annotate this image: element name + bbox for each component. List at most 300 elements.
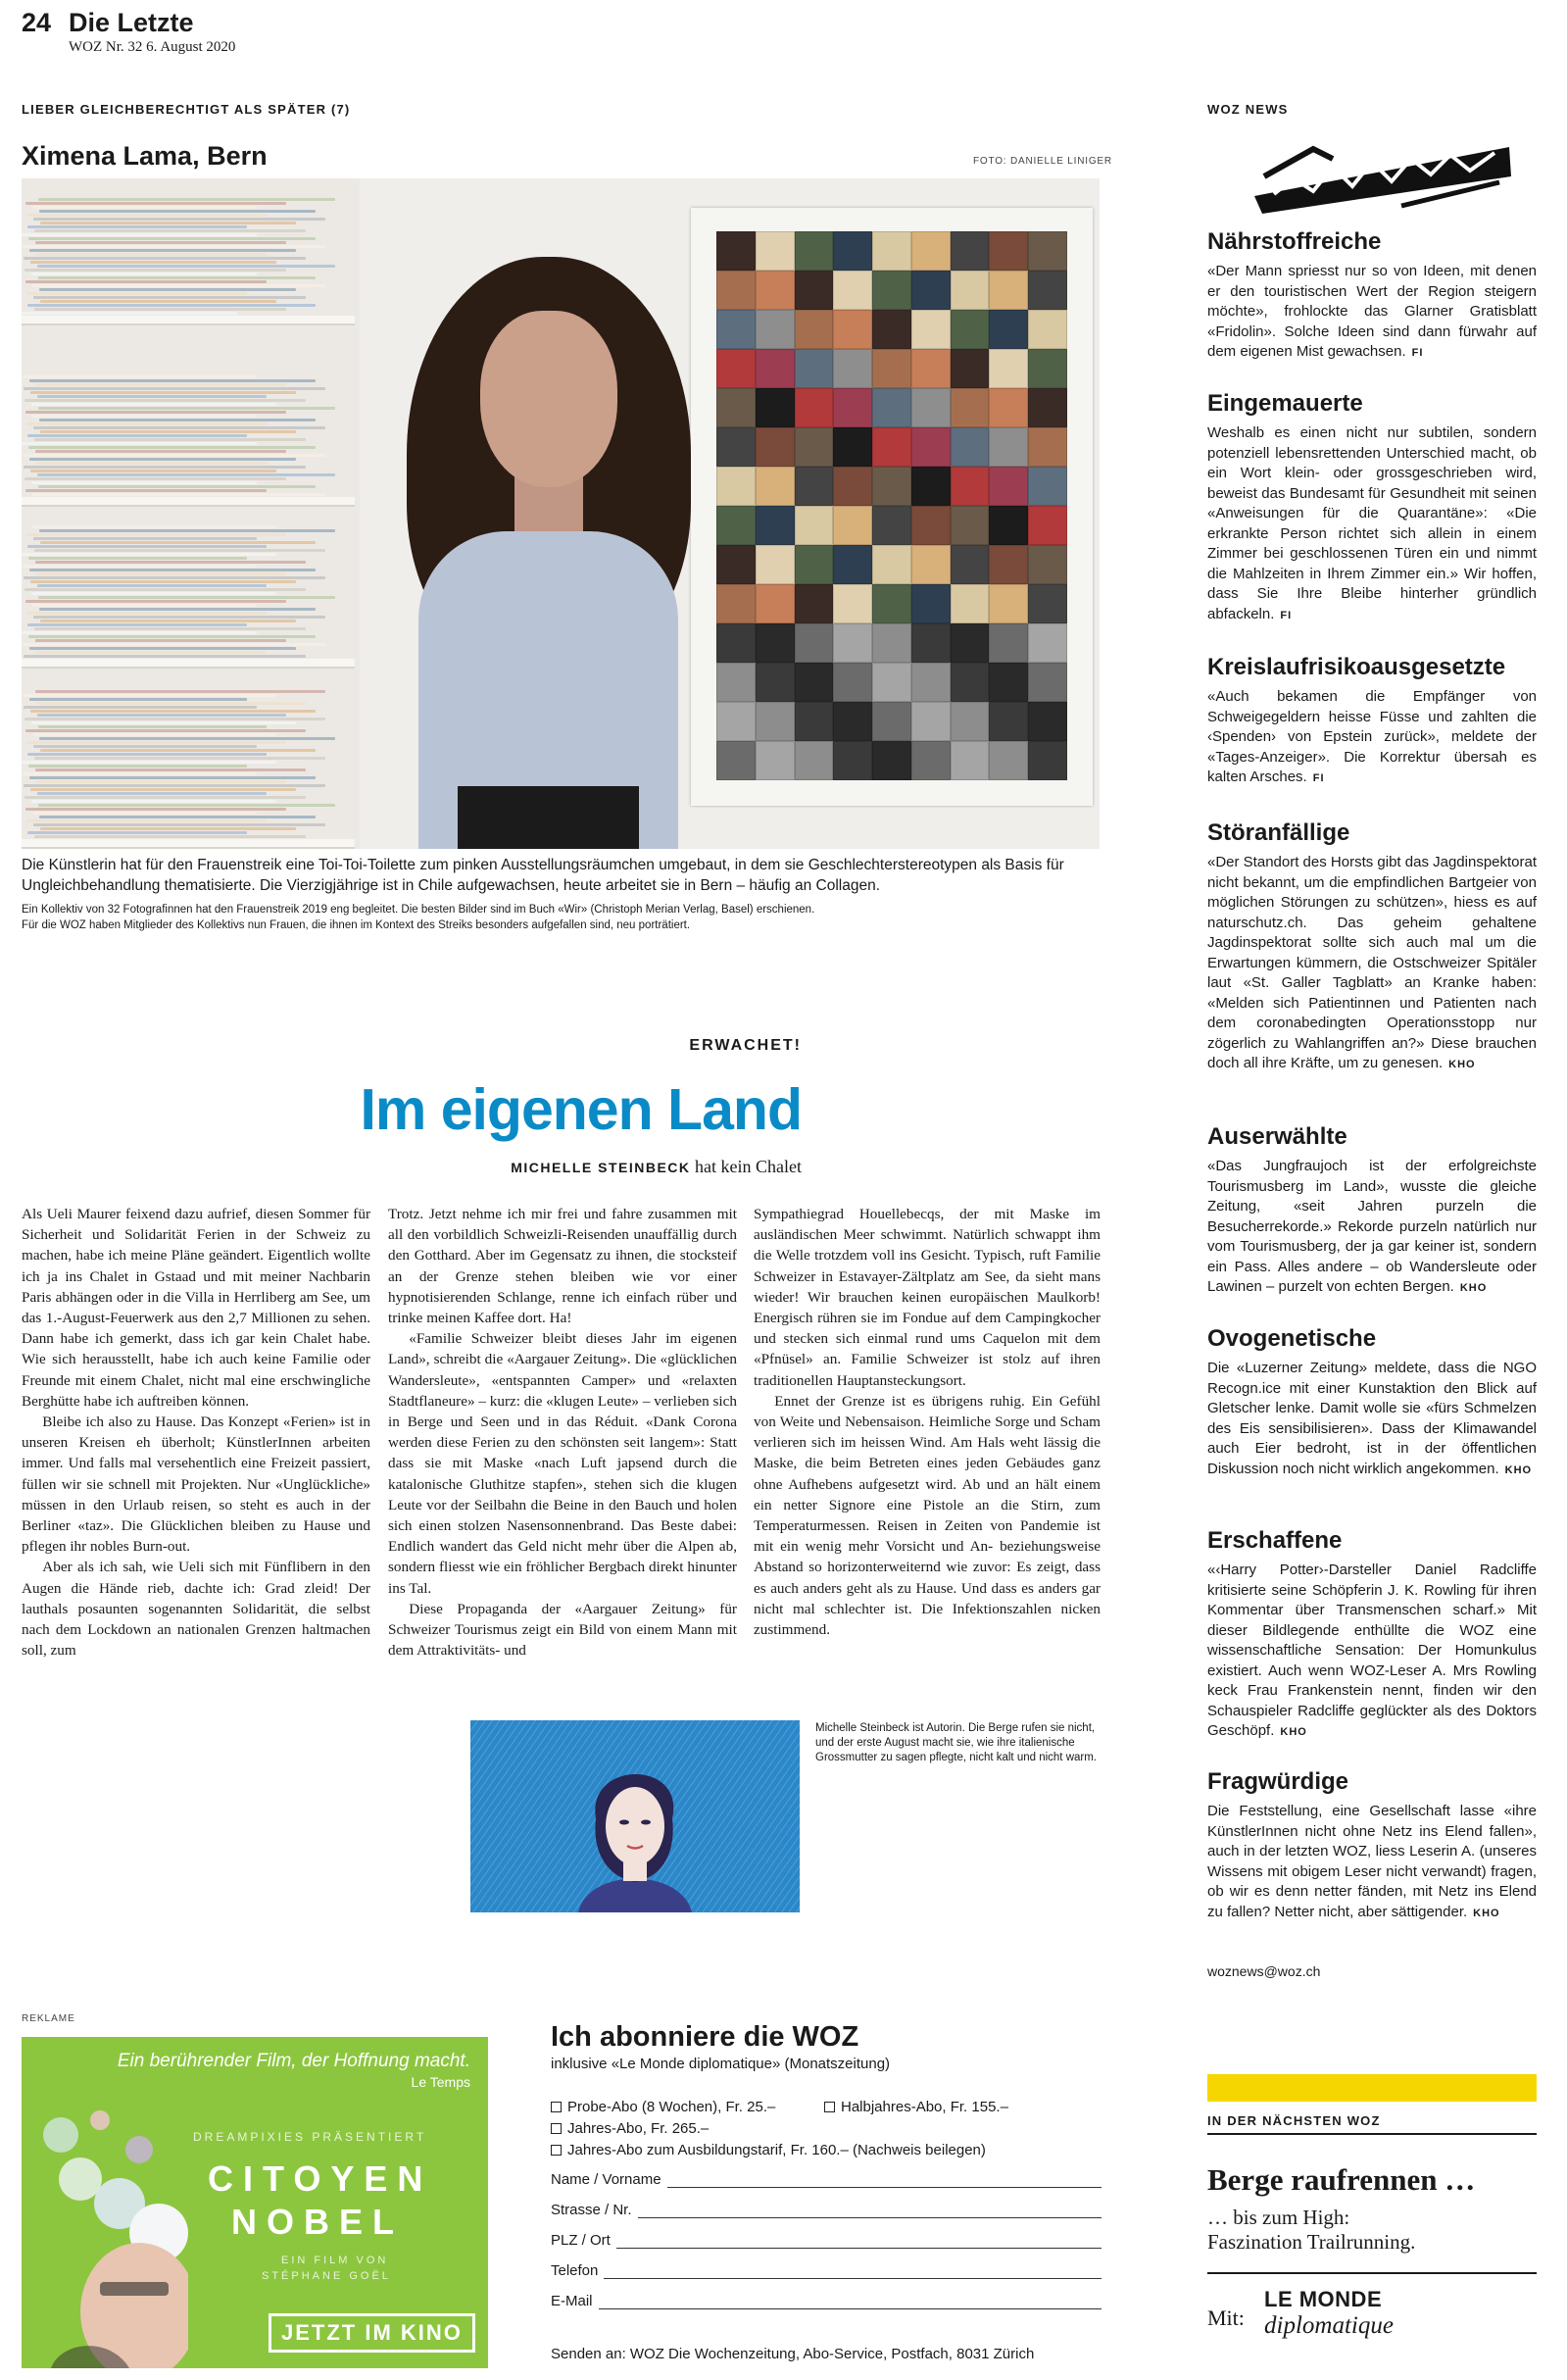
collage-tile — [833, 231, 872, 271]
magazine — [32, 525, 276, 528]
collage-tile — [872, 741, 911, 780]
magazine — [35, 561, 306, 564]
collage-tile — [951, 663, 990, 702]
news-item — [1207, 1527, 1537, 1743]
news-item-body — [1207, 687, 1537, 789]
field-phone[interactable] — [551, 2262, 1102, 2279]
magazine — [25, 600, 286, 603]
magazine — [40, 222, 296, 224]
collage-tile — [833, 349, 872, 388]
option-halbjahr[interactable] — [824, 2099, 1008, 2115]
collage-tile — [989, 310, 1028, 349]
ad-label: REKLAME — [22, 2013, 75, 2024]
collage-tile — [795, 231, 834, 271]
collage-tile — [716, 467, 756, 506]
magazine — [28, 765, 247, 768]
collage-tile — [911, 467, 951, 506]
news-item-author-tag: KHO — [1459, 1282, 1488, 1294]
collage-tile — [756, 271, 795, 310]
collage-tile — [872, 388, 911, 427]
magazine — [33, 745, 257, 748]
magazine — [36, 702, 306, 705]
magazine — [34, 757, 325, 760]
magazine — [31, 592, 276, 595]
field-label: Telefon — [551, 2262, 599, 2279]
collage-tile — [872, 663, 911, 702]
option-jahr[interactable] — [551, 2120, 709, 2137]
issue-info: WOZ Nr. 32 6. August 2020 — [69, 39, 236, 55]
magazine — [33, 296, 306, 299]
collage-tile — [716, 506, 756, 545]
magazine — [22, 233, 257, 236]
magazine — [26, 612, 267, 615]
field-label: PLZ / Ort — [551, 2232, 611, 2249]
collage-grid — [716, 231, 1067, 780]
paragraph: Als Ueli Maurer feixend dazu aufrief, diesen Sommer für Sicherheit und Solidarität Ferien in der Schweiz zu machen, habe ich meine Pläne geändert. Eigentlich wollte ich ja ins Chalet in Gstaad und mit meiner Nachbarin Paris abhängen oder in die Villa in Herrliberg am See, um das 1.-August-Feuerwerk aus den 2,7 Millionen zu sehen. Dann habe ich gemerkt, dass ich gar kein Chalet habe. Wie sich herausstellt, habe ich auch keine Familie oder Freunde mit einem Chalet, nicht mal eine erschwingliche Berghütte habe ich auftreiben können. — [22, 1206, 370, 1410]
collage-tile — [833, 310, 872, 349]
collage-tile — [1028, 427, 1067, 467]
collage-tile — [951, 271, 990, 310]
magazine — [28, 237, 316, 240]
magazine — [24, 784, 325, 787]
field-email[interactable] — [551, 2293, 1102, 2309]
magazine — [40, 749, 316, 752]
field-line[interactable] — [599, 2296, 1102, 2309]
magazine — [28, 557, 247, 560]
magazine — [24, 718, 325, 720]
collage-tile — [756, 741, 795, 780]
magazine — [25, 280, 267, 283]
collage-tile — [989, 545, 1028, 584]
le-monde-logo-line1: LE MONDE — [1264, 2287, 1383, 2311]
collage-tile — [756, 506, 795, 545]
news-item-title: Kreislaufrisikoausgesetzte — [1207, 654, 1506, 680]
magazine — [28, 635, 316, 638]
magazine — [29, 569, 316, 571]
magazine — [26, 741, 286, 744]
collage-tile — [951, 741, 990, 780]
magazine — [37, 395, 267, 398]
news-item-text: «Auch bekamen die Empfänger von Schweigegeldern heisse Füsse und zahlten die ‹Spenden› von Epstein zurück», meldete der «Tages-Anzeiger». Die Korrektur übersah es kalten Arsches. — [1207, 688, 1537, 785]
news-item-author-tag: FI — [1312, 772, 1325, 784]
field-line[interactable] — [604, 2265, 1102, 2279]
collage-tile — [911, 584, 951, 623]
collage-tile — [795, 702, 834, 741]
page-number: 24 — [22, 8, 52, 37]
magazine — [25, 808, 286, 811]
magazine — [36, 253, 267, 256]
collage-tile — [911, 702, 951, 741]
magazine — [32, 604, 257, 607]
ad-film-by: EIN FILM VON — [281, 2255, 389, 2266]
collage-tile — [756, 427, 795, 467]
magazine — [29, 458, 296, 461]
collage-tile — [951, 584, 990, 623]
field-line[interactable] — [616, 2235, 1102, 2249]
collage-tile — [911, 741, 951, 780]
magazine — [31, 273, 257, 275]
collage-tile — [951, 545, 990, 584]
next-issue-kicker: IN DER NÄCHSTEN WOZ — [1207, 2113, 1381, 2128]
collage-tile — [872, 349, 911, 388]
magazine — [24, 588, 306, 591]
person-face — [480, 311, 617, 487]
magazine — [30, 391, 296, 394]
series-kicker: LIEBER GLEICHBERECHTIGT ALS SPÄTER (7) — [22, 102, 351, 117]
magazine — [27, 225, 247, 228]
collage-tile — [795, 584, 834, 623]
option-label: Jahres-Abo zum Ausbildungstarif, Fr. 160.– (Nachweis beilegen) — [567, 2142, 986, 2158]
paragraph: Aber als ich sah, wie Ueli sich mit Fünflibern in den Augen die Hände rieb, dachte ich: Grad zleid! Der lauthals posaunten sogenannten Solidarität, die selbst nach dem Lockdown an nationalen Grenzen haltmachen soll, zum — [22, 1559, 370, 1660]
collage-tile — [833, 741, 872, 780]
collage-tile — [1028, 310, 1067, 349]
collage-tile — [716, 741, 756, 780]
magazine — [38, 804, 335, 807]
magazine — [36, 383, 286, 386]
collage-tile — [1028, 584, 1067, 623]
paragraph: Trotz. Jetzt nehme ich mir frei und fahre zusammen mit all den vorbildlich Schweizli-Reisenden unauffällig durch den Gotthard. Aber im Gegensatz zu ihnen, die stocksteif an der Grenze stehen bleiben wie vor einer hypnotisierenden Schlange, renne ich einfach rüber und trinke meinen Kaffee dort. Ha! — [388, 1206, 737, 1327]
magazine — [38, 596, 335, 599]
caption-note-line: Für die WOZ haben Mitglieder des Kollektivs nun Frauen, die ihnen im Kontext des Streiks besonders aufgefallen sind, neu porträtiert. — [22, 918, 691, 931]
article-column-3 — [754, 1204, 1101, 1640]
option-label: Probe-Abo (8 Wochen), Fr. 25.– — [567, 2099, 776, 2115]
shelf-board — [22, 659, 355, 669]
magazine — [32, 284, 325, 287]
ad-film-title-line2: NOBEL — [231, 2202, 404, 2242]
collage-tile — [989, 702, 1028, 741]
collage-tile — [716, 349, 756, 388]
collage-tile — [911, 663, 951, 702]
magazine — [34, 627, 306, 630]
magazine — [27, 831, 247, 834]
field-line[interactable] — [667, 2174, 1102, 2188]
magazine — [31, 721, 296, 724]
magazine — [24, 387, 325, 390]
magazine — [36, 780, 286, 783]
collage-tile — [1028, 702, 1067, 741]
paragraph: Ennet der Grenze ist es übrigens ruhig. Ein Gefühl von Weite und Nebensaison. Heimliche Sorge und Scham verlieren sich im heissen Wind. Am Hals weht lässig die Maske, die beim Betreten eines jeden Gebäudes ganz ohne Aufhebens aufgesetzt wird. Ab und an hält einem ein netter Signore eine Pistole an die Stirn, zum Temperaturmessen. Reisen in Zeiten von Pandemie ist mit ein wenig mehr Vorsicht und An- beziehungsweise Abstand so horizonterweiternd wie zuvor: Es zeigt, dass es auch anders geht als zu Hause. Und dass es anders gar nicht mal schlechter ist. Die Infektionszahlen nicken zustimmend. — [754, 1392, 1101, 1639]
collage-tile — [1028, 231, 1067, 271]
collage-tile — [911, 506, 951, 545]
collage-tile — [756, 623, 795, 663]
with-label: Mit: — [1207, 2306, 1245, 2330]
option-probe[interactable] — [551, 2099, 775, 2115]
magazine — [29, 379, 316, 382]
magazine — [26, 533, 286, 536]
magazine — [35, 241, 286, 244]
field-name[interactable] — [551, 2171, 1102, 2188]
field-street[interactable] — [551, 2202, 1102, 2218]
news-item-text: Die «Luzerner Zeitung» meldete, dass die NGO Recogn.ice mit einer Kunstaktion den Blick auf Gletscher lenke. Damit wolle sie «fürs Schmelzen des Eis sensibilisieren». Dass der Klimawandel auch Eier bedroht, ist in der öffentlichen Diskussion noch nicht wirklich angekommen. — [1207, 1360, 1537, 1477]
collage-tile — [989, 741, 1028, 780]
magazine — [26, 214, 267, 217]
collage-tile — [716, 545, 756, 584]
magazine — [37, 792, 267, 795]
magazine — [22, 631, 257, 634]
magazine — [26, 292, 247, 295]
checkbox[interactable] — [551, 2102, 562, 2112]
news-item — [1207, 819, 1537, 1075]
collage-tile — [872, 310, 911, 349]
magazine — [35, 450, 286, 453]
news-item — [1207, 228, 1537, 364]
collage-tile — [951, 388, 990, 427]
field-label: E-Mail — [551, 2293, 593, 2309]
collage-tile — [795, 427, 834, 467]
divider — [1207, 2272, 1537, 2274]
magazine — [27, 304, 316, 307]
collage-tile — [756, 545, 795, 584]
magazine — [24, 399, 306, 402]
collage-tile — [716, 427, 756, 467]
magazine — [27, 545, 267, 548]
magazine — [31, 403, 276, 406]
field-line[interactable] — [638, 2205, 1102, 2218]
collage-tile — [795, 545, 834, 584]
magazine — [40, 827, 296, 830]
collage-tile — [756, 584, 795, 623]
news-item — [1207, 1768, 1537, 1923]
paragraph: Diese Propaganda der «Aargauer Zeitung» für Schweizer Tourismus zeigt ein Bild von einem Mann mit dem Attraktivitäts- und — [388, 1600, 737, 1660]
collage-tile — [951, 623, 990, 663]
collage-tile — [911, 545, 951, 584]
magazine — [37, 265, 335, 268]
news-item-text: Weshalb es einen nicht nur subtilen, sondern potenziell lebensrettenden Unterschied macht, ob ein Wort klein- oder grossgeschrieben wird, beweist das Bundesamt für Gesundheit mit seinen «Anweisungen für die Quarantäne»: «Die erkrankte Person richtet sich allein in einem Zimmer bei geschlossenen Türen ein und nimmt die Mahlzeiten in Ihrem Zimmer ein.» Wir hoffen, dass Sie Ihre Bleibe hinterher gründlich abfackeln. — [1207, 424, 1537, 622]
collage-tile — [716, 584, 756, 623]
next-issue-subtitle: Faszination Trailrunning. — [1207, 2230, 1416, 2254]
magazine — [27, 434, 247, 437]
magazine — [25, 411, 286, 414]
collage-tile — [795, 623, 834, 663]
collage-tile — [951, 310, 990, 349]
magazine — [23, 375, 257, 378]
news-item-author-tag: FI — [1280, 609, 1293, 621]
magazine — [28, 446, 316, 449]
magazine-shelf — [22, 178, 355, 849]
magazine — [39, 529, 335, 532]
magazine — [23, 694, 276, 697]
next-issue-accent-bar — [1207, 2074, 1537, 2102]
ad-presents: DREAMPIXIES PRÄSENTIERT — [193, 2130, 427, 2144]
collage-tile — [756, 310, 795, 349]
collage-tile — [911, 271, 951, 310]
article-column-1 — [22, 1204, 370, 1661]
collage-tile — [911, 310, 951, 349]
magazine — [36, 572, 286, 575]
magazine — [24, 796, 306, 799]
collage-tile — [1028, 271, 1067, 310]
collage-tile — [872, 231, 911, 271]
magazine — [30, 261, 276, 264]
portrait-name: Ximena Lama, Bern — [22, 141, 268, 171]
magazine — [40, 430, 296, 433]
magazine — [40, 300, 276, 303]
ad-figure-illustration — [22, 2096, 188, 2368]
collage-tile — [716, 231, 756, 271]
section-title: Die Letzte — [69, 8, 194, 37]
caption-note-line: Ein Kollektiv von 32 Fotografinnen hat den Frauenstreik 2019 eng begleitet. Die besten Bilder sind im Buch «Wir» (Christoph Merian Verlag, Basel) erschienen. — [22, 904, 815, 916]
option-label: Jahres-Abo, Fr. 265.– — [567, 2120, 710, 2137]
collage-tile — [833, 506, 872, 545]
magazine — [32, 733, 276, 736]
collage-tile — [1028, 545, 1067, 584]
news-kicker: WOZ NEWS — [1207, 102, 1289, 117]
magazine — [32, 493, 325, 496]
magazine — [29, 698, 247, 701]
news-item — [1207, 654, 1537, 789]
magazine — [24, 477, 286, 480]
article-kicker: ERWACHET! — [689, 1037, 802, 1054]
news-item-author-tag: FI — [1411, 347, 1424, 359]
collage-tile — [833, 702, 872, 741]
collage-tile — [833, 584, 872, 623]
magazine — [33, 426, 325, 429]
magazine — [40, 620, 296, 622]
news-item-title: Fragwürdige — [1207, 1768, 1349, 1795]
magazine — [22, 553, 276, 556]
collage-tile — [989, 584, 1028, 623]
news-email[interactable]: woznews@woz.ch — [1207, 1963, 1321, 1979]
subscription-address: Senden an: WOZ Die Wochenzeitung, Abo-Service, Postfach, 8031 Zürich — [551, 2346, 1035, 2362]
news-item-body — [1207, 1561, 1537, 1743]
collage-tile — [872, 467, 911, 506]
collage-tile — [1028, 506, 1067, 545]
collage-tile — [716, 702, 756, 741]
collage-tile — [833, 623, 872, 663]
collage-artwork — [691, 208, 1093, 806]
magazine — [39, 419, 316, 421]
magazine — [39, 608, 316, 611]
ad-director: STÉPHANE GOËL — [262, 2270, 391, 2282]
news-item — [1207, 1325, 1537, 1480]
magazine — [23, 454, 325, 457]
collage-tile — [911, 231, 951, 271]
collage-tile — [951, 231, 990, 271]
collage-tile — [716, 310, 756, 349]
collage-tile — [756, 349, 795, 388]
magazine — [31, 481, 257, 484]
news-item-author-tag: KHO — [1280, 1726, 1307, 1738]
collage-tile — [989, 271, 1028, 310]
article-headline: Im eigenen Land — [360, 1077, 802, 1142]
collage-tile — [756, 702, 795, 741]
magazine — [38, 485, 316, 488]
checkbox[interactable] — [551, 2145, 562, 2156]
ad-tagline: Ein berührender Film, der Hoffnung macht. — [117, 2051, 470, 2071]
magazine — [25, 729, 306, 732]
magazine — [24, 576, 325, 579]
magazine — [33, 823, 325, 826]
magazine — [30, 470, 276, 472]
news-item — [1207, 390, 1537, 625]
shelf-board — [22, 839, 355, 849]
subscription-includes: inklusive «Le Monde diplomatique» (Monatszeitung) — [551, 2056, 891, 2072]
news-item-title: Nährstoffreiche — [1207, 228, 1382, 255]
news-item-title: Ovogenetische — [1207, 1325, 1377, 1352]
field-city[interactable] — [551, 2232, 1102, 2249]
ad-quote-source: Le Temps — [411, 2074, 470, 2090]
news-item-text: «Der Mann spriesst nur so von Ideen, mit denen er den touristischen Wert der Region steigern möchte», frohlockte das Glarner Gratisblatt «Fridolin». Solche Ideen sind dann fürwahr auf dem eigenen Mist gewachsen. — [1207, 263, 1537, 360]
collage-tile — [716, 388, 756, 427]
checkbox[interactable] — [824, 2102, 835, 2112]
news-item-body — [1207, 1359, 1537, 1480]
photo-credit: FOTO: DANIELLE LINIGER — [973, 156, 1112, 167]
collage-tile — [911, 623, 951, 663]
news-item-author-tag: KHO — [1504, 1463, 1533, 1476]
collage-tile — [833, 388, 872, 427]
checkbox[interactable] — [551, 2123, 562, 2134]
collage-tile — [795, 349, 834, 388]
option-ausbildung[interactable] — [551, 2142, 986, 2158]
magazine — [23, 245, 325, 248]
collage-tile — [989, 623, 1028, 663]
collage-tile — [951, 702, 990, 741]
news-item-title: Störanfällige — [1207, 819, 1350, 846]
magazine — [22, 312, 237, 315]
collage-tile — [716, 271, 756, 310]
woz-news-logo — [1254, 137, 1514, 221]
author-portrait-drawing — [470, 1720, 800, 1912]
photo-caption-note — [22, 903, 1100, 933]
magazine — [31, 800, 276, 803]
magazine — [27, 753, 267, 756]
magazine — [37, 584, 267, 587]
field-label: Strasse / Nr. — [551, 2202, 632, 2218]
magazine — [39, 816, 316, 818]
collage-tile — [833, 663, 872, 702]
collage-tile — [1028, 741, 1067, 780]
magazine — [30, 788, 296, 791]
news-item-text: «Der Standort des Horsts gibt das Jagdinspektorat nicht bekannt, um die empfindlichen Bartgeier von möglichen Störungen zu schützen», hiess es auf naturschutz.ch. Das geheim gehaltene Jagdinspektorat sollte sich auch mal um die Erwartungen kümmern, die Ostschweizer Spitäler laut «St. Galler Tagblatt» an Kranke haben: «Melden sich Patientinnen und Patienten nach dem coronabedingten Operationsstopp nur zögerlich zu Wahlangriffen an?» Diese brauchen doch all ihre Kräfte, um zu genesen. — [1207, 854, 1538, 1071]
magazine — [27, 623, 247, 626]
magazine — [36, 651, 267, 654]
magazine — [32, 415, 257, 418]
news-item-body — [1207, 262, 1537, 364]
magazine — [32, 206, 257, 209]
magazine — [30, 580, 296, 583]
byline-suffix: hat kein Chalet — [690, 1157, 802, 1176]
magazine — [29, 647, 296, 650]
film-advertisement[interactable] — [22, 2037, 488, 2368]
magazine — [24, 655, 306, 658]
magazine — [29, 249, 296, 252]
subscription-title: Ich abonniere die WOZ — [551, 2021, 859, 2053]
collage-tile — [795, 467, 834, 506]
magazine — [26, 422, 267, 425]
magazine — [26, 819, 267, 822]
news-item-title: Auserwählte — [1207, 1123, 1347, 1150]
paragraph: Bleibe ich also zu Hause. Das Konzept «Ferien» ist in unseren Kreisen eh überholt; KünstlerInnen arbeiten immer. Und falls mal versehentlich eine Freizeit passiert, füllen wir sie schnell mit Projekten. Nur «Unglückliche» müssen in den Urlaub reisen, so steht es auch in der Berliner «taz». Die Glücklichen bleiben zu Hause und pflegen ihr nobles Burn-out. — [22, 1413, 370, 1556]
magazine — [40, 541, 316, 544]
ad-cta-button[interactable]: JETZT IM KINO — [269, 2313, 475, 2353]
le-monde-logo-line2: diplomatique — [1264, 2312, 1394, 2339]
magazine — [23, 565, 257, 568]
collage-tile — [989, 506, 1028, 545]
article-byline — [0, 1157, 802, 1177]
collage-tile — [795, 741, 834, 780]
collage-tile — [716, 623, 756, 663]
collage-tile — [716, 663, 756, 702]
magazine — [38, 198, 335, 201]
next-issue-title: Berge raufrennen … — [1207, 2162, 1476, 2197]
collage-tile — [833, 427, 872, 467]
collage-tile — [795, 388, 834, 427]
collage-tile — [951, 427, 990, 467]
person-skirt — [458, 786, 639, 849]
collage-tile — [872, 623, 911, 663]
magazine — [24, 706, 257, 709]
paragraph: Sympathiegrad Houellebecqs, der mit Maske im ausländischen Meer schwimmt. Natürlich schwappt ihm die Welle trotzdem voll ins Gesicht. Typisch, ruft Familie Schweizer in Estavayer-Zältplatz am See, da sieht mans wieder! Wir brauchen keinen europäischen Maulkorb! Energisch rühren sie im Fondue auf dem Campingkocher und stecken sich einmal rund ums Caquelon mit dem «Pfnüsel» an. Familie Schweizer ist stolz auf ihren traditionellen Hauptansteckungsort. — [754, 1206, 1101, 1389]
